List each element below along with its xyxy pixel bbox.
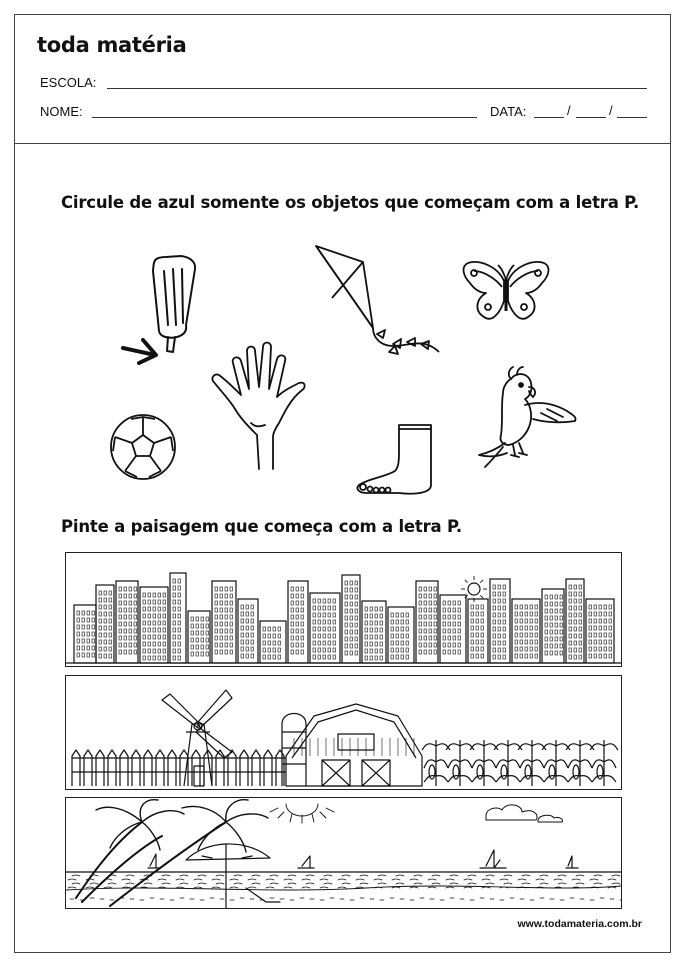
farm-landscape[interactable] xyxy=(65,675,622,790)
date-month-field[interactable] xyxy=(576,117,606,118)
worksheet xyxy=(14,14,671,953)
butterfly-icon[interactable] xyxy=(460,259,552,329)
school-label: ESCOLA: xyxy=(40,75,97,90)
city-landscape[interactable] xyxy=(65,552,622,667)
date-label: DATA: xyxy=(490,104,527,119)
name-field[interactable] xyxy=(92,117,477,118)
hand-icon[interactable] xyxy=(211,337,307,471)
kite-icon[interactable] xyxy=(311,242,443,364)
foot-icon[interactable] xyxy=(355,423,435,497)
date-day-field[interactable] xyxy=(534,117,564,118)
date-separator: / xyxy=(609,103,613,118)
instruction-2: Pinte a paisagem que começa com a letra P. xyxy=(61,517,462,536)
ball-icon[interactable] xyxy=(109,413,177,481)
date-separator: / xyxy=(567,103,571,118)
beach-landscape[interactable] xyxy=(65,797,622,909)
footer-url: www.todamateria.com.br xyxy=(517,918,642,930)
school-field[interactable] xyxy=(107,88,647,89)
date-year-field[interactable] xyxy=(617,117,647,118)
name-label: NOME: xyxy=(40,104,83,119)
brand-logo: toda matéria xyxy=(37,33,187,57)
header-divider xyxy=(15,143,670,144)
instruction-1: Circule de azul somente os objetos que começam com a letra P. xyxy=(61,193,640,212)
parrot-icon[interactable] xyxy=(477,365,581,469)
popsicle-icon[interactable] xyxy=(119,251,209,371)
